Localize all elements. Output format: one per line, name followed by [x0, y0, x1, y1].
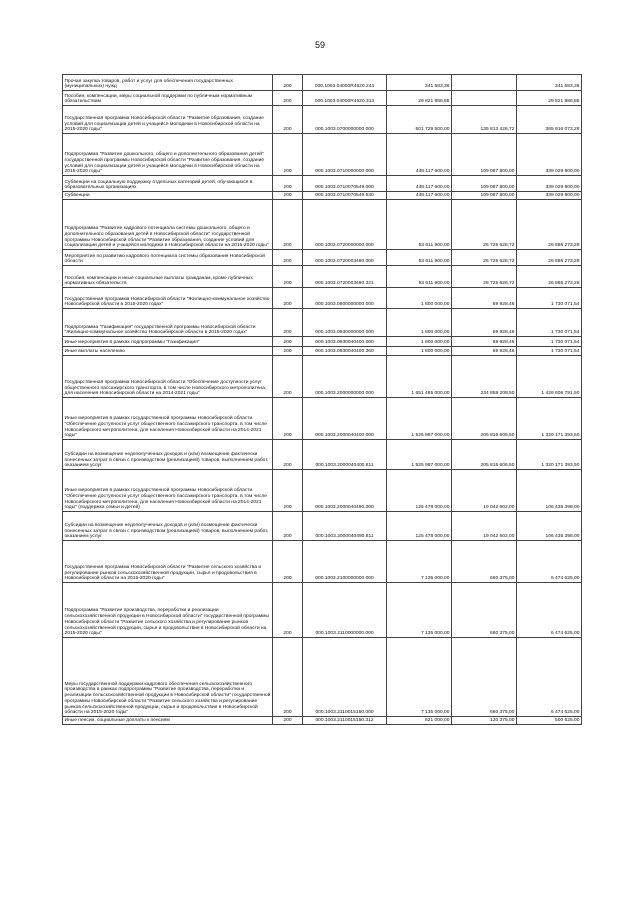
row-code: 200: [273, 176, 303, 192]
row-classifier: 000.1003.0720003480.321: [303, 266, 387, 288]
row-name: Государственная программа Новосибирской области "Жилищно-коммунальное хозяйство Новосибирской области в 2015-2020 годах": [63, 288, 273, 309]
row-classifier: 000.1003.2000040490.000: [303, 470, 387, 512]
row-federal: 69 928,46: [452, 347, 517, 356]
row-federal: 660 375,00: [452, 638, 517, 717]
row-regional: 339 029 800,00: [517, 192, 582, 200]
row-regional: 1 730 071,54: [517, 337, 582, 347]
row-code: 200: [273, 309, 303, 337]
row-regional: 6 474 625,00: [517, 541, 582, 583]
table-row: [63, 583, 582, 638]
row-total: 125 478 000,00: [387, 512, 452, 541]
row-classifier: 000.1003.2100000000.000: [303, 541, 387, 583]
table-row: [63, 288, 582, 309]
row-code: 200: [273, 440, 303, 470]
row-code: 200: [273, 75, 303, 91]
row-code: 200: [273, 541, 303, 583]
row-regional: 26 886 273,28: [517, 250, 582, 266]
row-total: 7 135 000,00: [387, 583, 452, 638]
row-code: 200: [273, 583, 303, 638]
row-federal: 69 928,46: [452, 337, 517, 347]
row-regional: 1 426 606 791,50: [517, 356, 582, 398]
row-total: 7 135 000,00: [387, 638, 452, 717]
row-name: Прочая закупка товаров, работ и услуг для обеспечения государственных (муниципальных) нужд: [63, 75, 273, 91]
row-regional: 341 583,36: [517, 75, 582, 91]
row-federal: 205 815 606,50: [452, 440, 517, 470]
row-name: Субвенции: [63, 192, 273, 200]
row-classifier: 000.1003.2110015150.000: [303, 638, 387, 717]
table-row: [63, 541, 582, 583]
row-code: 200: [273, 91, 303, 106]
table-row: [63, 176, 582, 192]
row-name: Государственная программа Новосибирской области "Развитие сельского хозяйства и регулирование рынков сельскохозяйственной продукции, сырья и продовольствия в Новосибирской области на 2015-2020 годы": [63, 541, 273, 583]
row-federal: 26 725 626,72: [452, 200, 517, 250]
row-name: Субсидии на возмещение недополученных доходов и (или) возмещение фактически понесенных затрат в связи с производством (реализацией) товаров, выполнением работ, оказанием услуг: [63, 440, 273, 470]
row-code: 200: [273, 266, 303, 288]
row-classifier: 000.1003.0930040400.360: [303, 347, 387, 356]
row-federal: 19 042 602,00: [452, 512, 517, 541]
row-total: 1 525 987 000,00: [387, 398, 452, 440]
row-total: 1 800 000,00: [387, 309, 452, 337]
row-name: Государственная программа Новосибирской области "Развитие образования, создание условий для социализации детей и учащейся молодежи в Новосибирской области на 2015-2020 годы": [63, 106, 273, 134]
row-name: Пособия, компенсации, меры социальной поддержки по публичным нормативным обязательствам: [63, 91, 273, 106]
row-total: 621 000,00: [387, 717, 452, 725]
row-name: Субсидии на возмещение недополученных доходов и (или) возмещение фактически понесенных затрат в связи с производством (реализацией) товаров, выполнением работ, оказанием услуг: [63, 512, 273, 541]
row-total: 1 525 987 000,00: [387, 440, 452, 470]
row-regional: 6 474 625,00: [517, 583, 582, 638]
row-classifier: 000.1003.0710000000.000: [303, 134, 387, 176]
row-regional: 1 320 171 393,50: [517, 398, 582, 440]
row-classifier: 000.1003.0900000000.000: [303, 288, 387, 309]
row-classifier: 000.1003.2000040490.811: [303, 512, 387, 541]
row-total: 1 651 465 000,00: [387, 356, 452, 398]
row-code: 200: [273, 134, 303, 176]
budget-table: [62, 74, 582, 725]
row-name: Пособия, компенсации и иные социальные выплаты гражданам, кроме публичных нормативных обязательств: [63, 266, 273, 288]
row-code: 200: [273, 288, 303, 309]
table-row: [63, 91, 582, 106]
table-row: [63, 356, 582, 398]
row-regional: 1 320 171 393,50: [517, 440, 582, 470]
row-classifier: 000.1003.0700000000.000: [303, 106, 387, 134]
row-name: Подпрограмма "Газификация" государственной программы Новосибирской области "Жилищно-коммунальное хозяйство Новосибирской области в 2015-2020 годах": [63, 309, 273, 337]
row-total: 341 583,36: [387, 75, 452, 91]
row-regional: 29 821 886,85: [517, 91, 582, 106]
table-row: [63, 309, 582, 337]
row-code: 200: [273, 717, 303, 725]
row-total: 1 800 000,00: [387, 347, 452, 356]
row-name: Субвенции на социальную поддержку отдельных категорий детей, обучающихся в образовательных организациях: [63, 176, 273, 192]
row-classifier: 000.1003.04000R4620.313: [303, 91, 387, 106]
row-federal: 26 725 626,72: [452, 250, 517, 266]
row-classifier: 000.1003.2000000000.000: [303, 356, 387, 398]
row-classifier: 000.1003.0710070549.000: [303, 176, 387, 192]
row-classifier: 000.1003.2110000000.000: [303, 583, 387, 638]
row-code: 200: [273, 250, 303, 266]
row-regional: 26 886 273,28: [517, 266, 582, 288]
row-name: Иные мероприятия в рамках государственной программы Новосибирской области "Обеспечение доступности услуг общественного пассажирского транспорта, в том числе Новосибирского метрополитена, для населения Новосибирской области на 2014-2021 годы": [63, 398, 273, 440]
table-row: [63, 192, 582, 200]
row-classifier: 000.1003.0930000000.000: [303, 309, 387, 337]
table-row: [63, 250, 582, 266]
row-total: 29 821 886,85: [387, 91, 452, 106]
row-regional: 106 435 398,00: [517, 512, 582, 541]
row-regional: 1 730 071,54: [517, 347, 582, 356]
row-federal: 69 928,46: [452, 309, 517, 337]
row-name: Иные мероприятия в рамках подпрограммы "Газификация": [63, 337, 273, 347]
row-federal: 234 858 208,50: [452, 356, 517, 398]
row-name: Иные пенсии, социальные доплаты к пенсиям: [63, 717, 273, 725]
table-row: [63, 75, 582, 91]
row-code: 200: [273, 200, 303, 250]
table-row: [63, 638, 582, 717]
row-regional: 1 730 071,54: [517, 288, 582, 309]
page-number: 59: [314, 40, 325, 50]
row-code: 200: [273, 512, 303, 541]
table-row: [63, 440, 582, 470]
row-federal: 660 375,00: [452, 541, 517, 583]
row-federal: 19 042 602,00: [452, 470, 517, 512]
row-classifier: 000.1003.2110015150.312: [303, 717, 387, 725]
row-total: 501 729 500,00: [387, 106, 452, 134]
row-regional: 339 029 800,00: [517, 134, 582, 176]
row-code: 200: [273, 106, 303, 134]
row-total: 53 611 900,00: [387, 250, 452, 266]
row-code: 200: [273, 398, 303, 440]
row-name: Иные выплаты населению: [63, 347, 273, 356]
table-row: [63, 347, 582, 356]
table-row: [63, 200, 582, 250]
row-code: 200: [273, 347, 303, 356]
row-federal: 26 725 626,72: [452, 266, 517, 288]
row-name: Мероприятия по развитию кадрового потенциала системы образования Новосибирской области: [63, 250, 273, 266]
row-classifier: 000.1003.2000040400.000: [303, 398, 387, 440]
row-federal: 205 815 606,50: [452, 398, 517, 440]
row-federal: 135 813 426,72: [452, 106, 517, 134]
row-name: Подпрограмма "Развитие производства, переработки и реализации сельскохозяйственной продукции в Новосибирской области" государственной программы Новосибирской области "Развитие сельского хозяйства и регулирование рынков сельскохозяйственной продукции, сырья и продовольствия в Новосибирской области на 2015-2020 годы": [63, 583, 273, 638]
row-code: 200: [273, 192, 303, 200]
row-total: 448 117 600,00: [387, 192, 452, 200]
row-regional: 365 916 073,28: [517, 106, 582, 134]
row-total: 53 611 900,00: [387, 200, 452, 250]
row-name: Подпрограмма "Развитие дошкольного, общего и дополнительного образования детей" государственной программы Новосибирской области "Развитие образования, создание условий для социализации детей и учащейся молодежи в Новосибирской области на 2015-2020 годы": [63, 134, 273, 176]
row-total: 1 800 000,00: [387, 288, 452, 309]
row-federal: 109 087 800,00: [452, 176, 517, 192]
row-classifier: 000.1003.2000040400.811: [303, 440, 387, 470]
row-federal: 109 087 800,00: [452, 192, 517, 200]
row-code: 200: [273, 356, 303, 398]
row-code: 200: [273, 638, 303, 717]
row-total: 125 478 000,00: [387, 470, 452, 512]
row-name: Иные мероприятия в рамках государственной программы Новосибирской области "Обеспечение доступности услуг общественного пассажирского транспорта, в том числе Новосибирского метрополитена, для населения Новосибирской области на 2014-2021 годы" (поддержка семьи и детей): [63, 470, 273, 512]
row-federal: 660 375,00: [452, 583, 517, 638]
row-classifier: 000.1003.04000R4620.244: [303, 75, 387, 91]
row-total: 7 135 000,00: [387, 541, 452, 583]
table-row: [63, 106, 582, 134]
table-row: [63, 337, 582, 347]
table-row: [63, 266, 582, 288]
row-regional: 1 730 071,54: [517, 309, 582, 337]
budget-table-body: [63, 75, 582, 725]
row-regional: 339 029 800,00: [517, 176, 582, 192]
row-federal: 109 087 800,00: [452, 134, 517, 176]
row-code: 200: [273, 337, 303, 347]
row-total: 448 117 600,00: [387, 134, 452, 176]
row-regional: 26 886 273,28: [517, 200, 582, 250]
row-total: 53 611 900,00: [387, 266, 452, 288]
row-classifier: 000.1003.0720003480.000: [303, 250, 387, 266]
row-federal: [452, 75, 517, 91]
table-row: [63, 398, 582, 440]
row-name: Меры государственной поддержки кадрового обеспечения сельскохозяйственного производства в рамках подпрограммы "Развитие производства, переработки и реализации сельскохозяйственной продукции в Новосибирской области" государственной программы Новосибирской области "Развитие сельского хозяйства и регулирование рынков сельскохозяйственной продукции, сырья и продовольствия в Новосибирской области на 2015-2020 годы": [63, 638, 273, 717]
row-classifier: 000.1003.0930040400.000: [303, 337, 387, 347]
table-row: [63, 470, 582, 512]
table-row: [63, 717, 582, 725]
row-regional: 106 435 398,00: [517, 470, 582, 512]
table-row: [63, 512, 582, 541]
table-row: [63, 134, 582, 176]
row-name: Государственная программа Новосибирской области "Обеспечение доступности услуг общественного пассажирского транспорта, в том числе Новосибирского метрополитена, для населения Новосибирской области на 2014-2021 годы": [63, 356, 273, 398]
row-total: 1 800 000,00: [387, 337, 452, 347]
row-federal: 120 375,00: [452, 717, 517, 725]
row-classifier: 000.1003.0710070549.530: [303, 192, 387, 200]
row-federal: [452, 91, 517, 106]
row-federal: 69 928,46: [452, 288, 517, 309]
row-total: 448 117 600,00: [387, 176, 452, 192]
row-regional: 6 474 625,00: [517, 638, 582, 717]
row-name: Подпрограмма "Развитие кадрового потенциала системы дошкольного, общего и дополнительного образования детей в Новосибирской области" государственной программы Новосибирской области "Развитие образования, создание условий для социализации детей и учащейся молодежи в Новосибирской области на 2015-2020 годы": [63, 200, 273, 250]
row-regional: 500 625,00: [517, 717, 582, 725]
row-classifier: 000.1003.0720000000.000: [303, 200, 387, 250]
row-code: 200: [273, 470, 303, 512]
